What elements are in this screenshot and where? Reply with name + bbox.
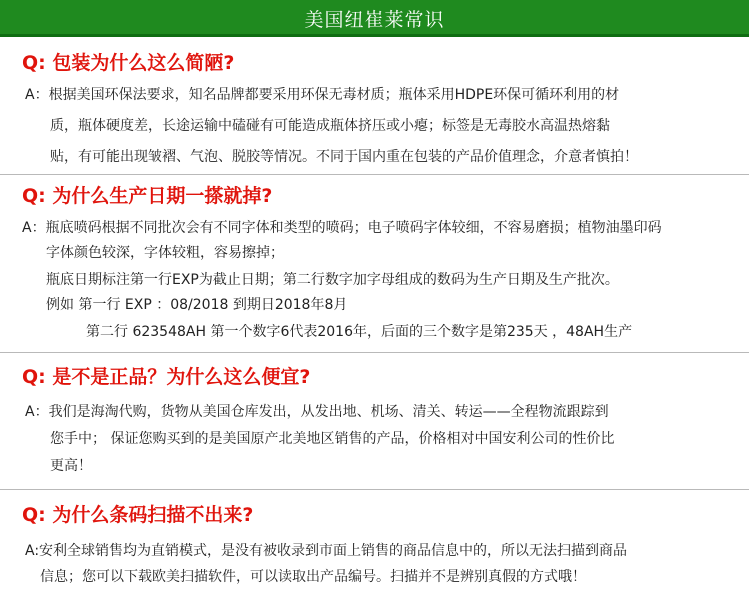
- answer-1-line-3: 贴，有可能出现皱褶、气泡、脱胶等情况。不同于国内重在包装的产品价值理念，介意者慎拍！: [50, 149, 638, 165]
- page-title: 美国纽崔莱常识: [304, 9, 445, 31]
- question-3-heading: Q: 是不是正品？为什么这么便宜?: [22, 366, 311, 388]
- question-4-heading: Q: 为什么条码扫描不出来?: [22, 504, 254, 526]
- answer-2-line-5: 第二行 623548AH 第一个数字6代表2016年，后面的三个数字是第235天 ，48AH生产: [86, 324, 633, 340]
- divider-3: [0, 489, 749, 490]
- answer-2-line-1: A：瓶底喷码根据不同批次会有不同字体和类型的喷码；电子喷码字体较细，不容易磨损；植物油墨印码: [22, 220, 662, 236]
- answer-3-line-2: 您手中； 保证您购买到的是美国原产北美地区销售的产品，价格相对中国安利公司的性价比: [50, 431, 615, 447]
- answer-1-line-2: 质，瓶体硬度差，长途运输中磕碰有可能造成瓶体挤压或小瘪；标签是无毒胶水高温热熔黏: [50, 118, 610, 134]
- answer-3-line-3: 更高！: [50, 458, 92, 474]
- header-banner: [0, 0, 749, 37]
- divider-2: [0, 352, 749, 353]
- answer-4-line-2: 信息；您可以下载欧美扫描软件，可以读取出产品编号。扫描并不是辨别真假的方式哦！: [40, 569, 586, 585]
- answer-2-line-2: 字体颜色较深，字体较粗，容易擦掉；: [46, 245, 284, 261]
- answer-2-line-3: 瓶底日期标注第一行EXP为截止日期；第二行数字加字母组成的数码为生产日期及生产批次。: [46, 272, 619, 288]
- question-1-heading: Q: 包装为什么这么简陋?: [22, 52, 235, 74]
- answer-3-line-1: A：我们是海淘代购，货物从美国仓库发出，从发出地、机场、清关、转运——全程物流跟踪到: [25, 404, 609, 420]
- question-2-heading: Q: 为什么生产日期一搽就掉?: [22, 185, 273, 207]
- answer-2-line-4: 例如 第一行 EXP ：08/2018 到期日2018年8月: [46, 297, 348, 313]
- divider-1: [0, 174, 749, 175]
- answer-1-line-1: A：根据美国环保法要求，知名品牌都要采用环保无毒材质；瓶体采用HDPE环保可循环利用的材: [25, 87, 620, 103]
- answer-4-line-1: A:安利全球销售均为直销模式，是没有被收录到市面上销售的商品信息中的，所以无法扫描到商品: [25, 543, 628, 559]
